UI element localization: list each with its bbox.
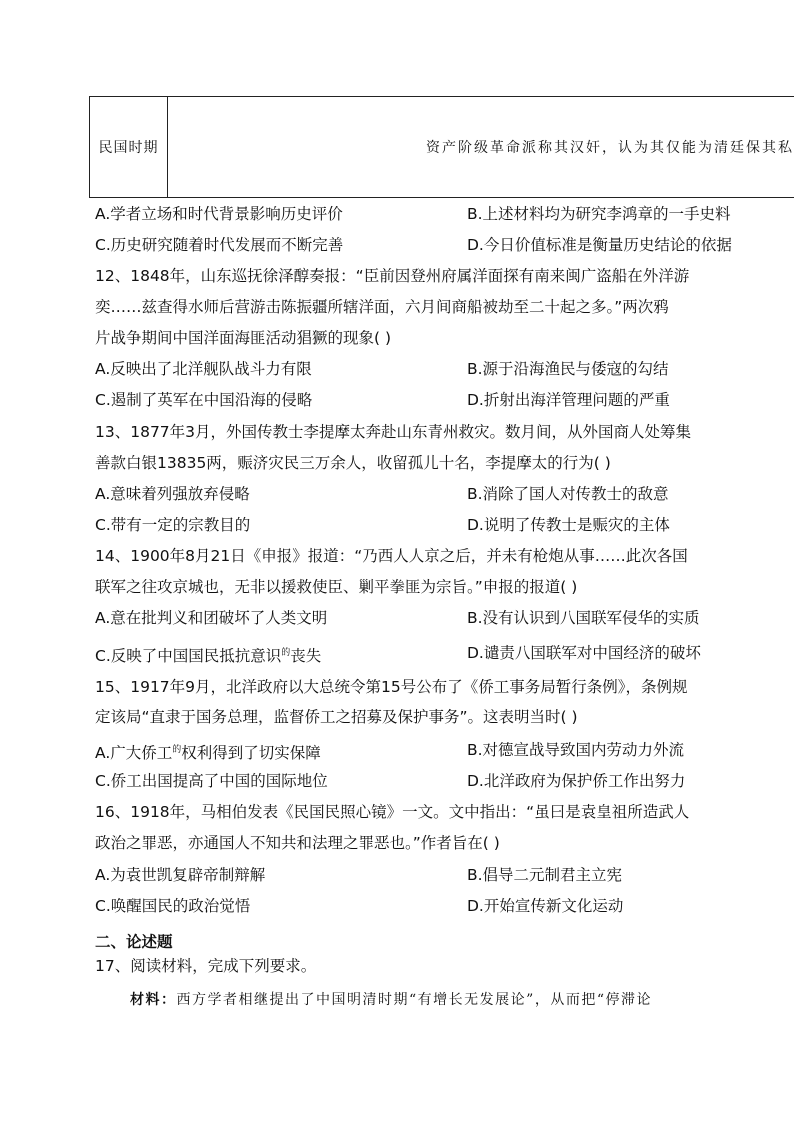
q14-option-c-superscript: 的 <box>281 648 291 658</box>
q14-option-a: A.意在批判义和团破坏了人类文明 <box>95 609 328 627</box>
q14-option-c-end: 丧失 <box>290 647 322 666</box>
q17-stem: 17、阅读材料，完成下列要求。 <box>95 957 317 975</box>
q15-option-a-text: A.广大侨工 <box>95 744 173 763</box>
q15-option-row-2 <box>95 771 686 791</box>
q11-option-row-2 <box>95 235 732 255</box>
q14-option-c <box>95 647 321 665</box>
q16-option-row-1 <box>95 865 623 885</box>
q11-option-b: B.上述材料均为研究李鸿章的一手史料 <box>467 205 731 223</box>
q16-option-d: D.开始宣传新文化运动 <box>467 897 624 915</box>
q15-option-a <box>95 744 321 762</box>
q14-stem-line-1: 14、1900年8月21日《申报》报道：“乃西人人京之后，并未有枪炮从事……此次各国 <box>95 547 688 565</box>
table-period-cell: 民国时期 <box>90 97 168 197</box>
q13-option-row-1 <box>95 484 669 504</box>
q13-option-c: C.带有一定的宗教目的 <box>95 516 251 534</box>
q12-option-d: D.折射出海洋管理问题的严重 <box>467 391 670 409</box>
table-evaluation-cell: 资产阶级革命派称其汉奸，认为其仅能为清廷保其私 <box>426 140 794 156</box>
q15-stem-line-1: 15、1917年9月，北洋政府以大总统令第15号公布了《侨工事务局暂行条例》，条例规 <box>95 678 688 696</box>
q12-option-c: C.遏制了英军在中国沿海的侵略 <box>95 391 313 409</box>
q15-option-row-1 <box>95 740 685 763</box>
q12-option-row-1 <box>95 359 669 379</box>
q14-option-c-text: C.反映了中国国民抵抗意识 <box>95 647 282 666</box>
q15-option-a-superscript: 的 <box>172 745 182 755</box>
q15-option-b: B.对德宣战导致国内劳动力外流 <box>467 741 685 759</box>
material-label: 材料： <box>130 992 177 1008</box>
q14-option-row-2 <box>95 643 701 666</box>
q12-stem-line-2: 奕……兹查得水师后营游击陈振疆所辖洋面，六月间商船被劫至二十起之多。”两次鸦 <box>95 298 669 316</box>
q16-stem-line-1: 16、1918年，马相伯发表《民国民照心镜》一文。文中指出：“虽曰是袁皇祖所造武人 <box>95 803 690 821</box>
q11-option-a: A.学者立场和时代背景影响历史评价 <box>95 205 343 223</box>
q17-material <box>130 989 652 1009</box>
section-heading: 二、论述题 <box>95 933 173 951</box>
q16-stem-line-2: 政治之罪恶，亦通国人不知共和法理之罪恶也。”作者旨在( ) <box>95 834 500 852</box>
evaluation-table <box>89 96 794 198</box>
q13-stem-line-2: 善款白银13835两，赈济灾民三万余人，收留孤儿十名，李提摩太的行为( ) <box>95 454 611 472</box>
q11-option-row-1 <box>95 204 731 224</box>
q12-stem-line-3: 片战争期间中国洋面海匪活动猖獗的现象( ) <box>95 329 392 347</box>
q14-option-row-1 <box>95 608 700 628</box>
q12-option-row-2 <box>95 390 670 410</box>
q15-option-c: C.侨工出国提高了中国的国际地位 <box>95 772 328 790</box>
q16-option-a: A.为袁世凯复辟帝制辩解 <box>95 866 266 884</box>
q12-option-a: A.反映出了北洋舰队战斗力有限 <box>95 360 312 378</box>
q15-stem-line-2: 定该局“直隶于国务总理，监督侨工之招募及保护事务”。这表明当时( ) <box>95 708 578 726</box>
material-text: 西方学者相继提出了中国明清时期“有增长无发展论”，从而把“停滞论 <box>176 992 652 1008</box>
q13-option-d: D.说明了传教士是赈灾的主体 <box>467 516 670 534</box>
q14-stem-line-2: 联军之往攻京城也，无非以援救使臣、剿平拳匪为宗旨。”申报的报道( ) <box>95 578 578 596</box>
q11-option-d: D.今日价值标准是衡量历史结论的依据 <box>467 236 732 254</box>
q16-option-b: B.倡导二元制君主立宪 <box>467 866 623 884</box>
q13-option-row-2 <box>95 515 670 535</box>
q15-option-a-end: 权利得到了切实保障 <box>181 744 321 763</box>
q12-option-b: B.源于沿海渔民与倭寇的勾结 <box>467 360 669 378</box>
q16-option-c: C.唤醒国民的政治觉悟 <box>95 897 251 915</box>
q14-option-d: D.谴责八国联军对中国经济的破坏 <box>467 644 701 662</box>
q16-option-row-2 <box>95 896 624 916</box>
q13-option-a: A.意味着列强放弃侵略 <box>95 485 250 503</box>
q15-option-d: D.北洋政府为保护侨工作出努力 <box>467 772 686 790</box>
q13-option-b: B.消除了国人对传教士的敌意 <box>467 485 669 503</box>
q13-stem-line-1: 13、1877年3月，外国传教士李提摩太奔赴山东青州救灾。数月间，从外国商人处筹集 <box>95 423 692 441</box>
q12-stem-line-1: 12、1848年，山东巡抚徐泽醇奏报：“臣前因登州府属洋面探有南来闽广盗船在外洋游 <box>95 267 690 285</box>
q11-option-c: C.历史研究随着时代发展而不断完善 <box>95 236 344 254</box>
q14-option-b: B.没有认识到八国联军侵华的实质 <box>467 609 700 627</box>
